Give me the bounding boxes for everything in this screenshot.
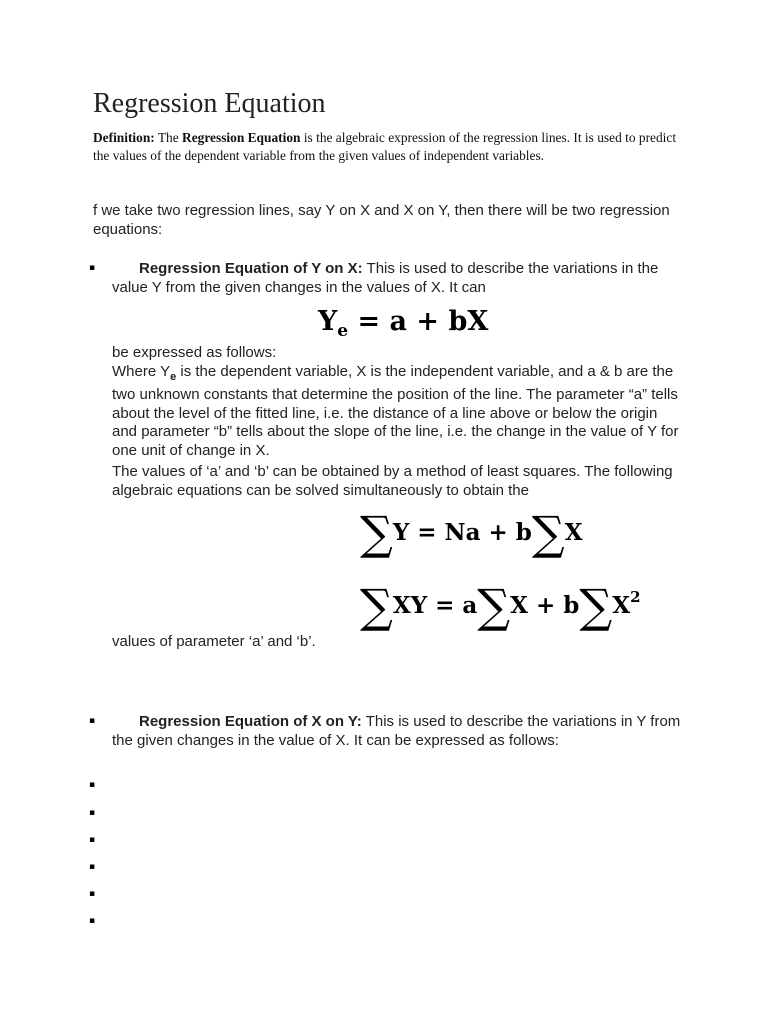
sigma-symbol: ∑ <box>477 579 511 633</box>
intro-paragraph: f we take two regression lines, say Y on X and X on Y, then there will be two regression equations: <box>93 202 670 238</box>
definition-pre: The <box>154 130 183 145</box>
empty-bullet: ▪ <box>89 835 96 845</box>
page-title: Regression Equation <box>93 88 326 119</box>
empty-bullet: ▪ <box>89 808 96 818</box>
bullet-marker: ▪ <box>89 716 96 726</box>
item-y-on-x-heading: Regression Equation of Y on X: <box>139 260 363 277</box>
definition-paragraph <box>93 129 693 165</box>
item-x-on-y-heading: Regression Equation of X on Y: <box>139 713 362 730</box>
item-y-on-x-text: This is used to describe the variations in the value Y from the given changes in the values of X. It can <box>112 260 659 296</box>
definition-rest: is the algebraic expression of the regression lines. It is used to predict the values of the dependent variable from the given values of independent variables. <box>93 130 677 163</box>
empty-bullet: ▪ <box>89 780 96 790</box>
sigma-symbol: ∑ <box>579 579 613 633</box>
item-x-on-y <box>112 713 684 750</box>
equation-y-on-x: $Y_e = a$ + bX <box>318 306 489 341</box>
empty-bullet: ▪ <box>89 889 96 899</box>
least-squares-paragraph: The values of ‘a’ and ‘b’ can be obtained by a method of least squares. The following algebraic equations can be solved simultaneously to obtain the <box>112 463 673 499</box>
item-x-on-y-text: This is used to describe the variations in Y from the given changes in the value of X. It can be expressed as follows: <box>112 713 681 749</box>
sigma-symbol: ∑ <box>360 579 393 633</box>
definition-label: Definition: <box>93 130 155 145</box>
bullet-marker: ▪ <box>89 263 96 273</box>
parameters-paragraph: values of parameter ‘a’ and ‘b’. <box>112 633 316 650</box>
normal-equation-2: $\sum XY = a\sum X + b\sum X^2$ <box>360 579 641 633</box>
sigma-symbol: ∑ <box>531 506 565 560</box>
item-y-on-x <box>112 260 684 297</box>
empty-bullet: ▪ <box>89 916 96 926</box>
sigma-symbol: ∑ <box>360 506 393 560</box>
normal-equation-1: ∑Y = Na + b∑X <box>360 506 583 560</box>
explanation-paragraph: be expressed as follows: Where $Y_e$ is the dependent variable, X is the independent variable, and a & b are the two unknown constants that determine the position of the line. The parameter “a” tells about the level of the fitted line, i.e. the distance of a line above or below the origin and parameter “b” tells about the slope of the line, i.e. the change in the value of Y for one unit of change in X. <box>112 344 679 459</box>
definition-term: Regression Equation <box>182 130 301 145</box>
empty-bullet: ▪ <box>89 862 96 872</box>
